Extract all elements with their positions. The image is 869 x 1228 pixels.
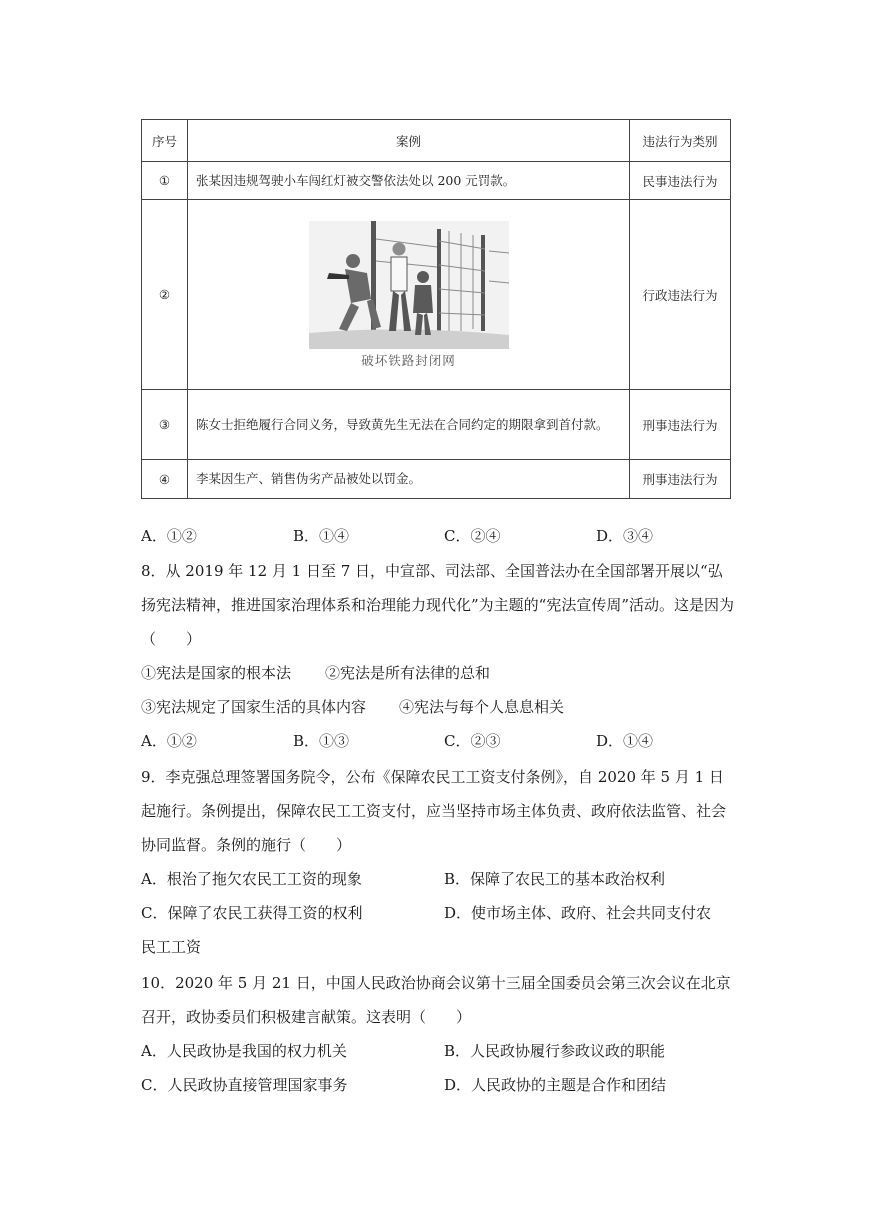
table-row: [142, 200, 731, 390]
case-text: 李某因生产、销售伪劣产品被处以罚金。: [196, 471, 422, 486]
q9-stem: 9．李克强总理签署国务院令，公布《保障农民工工资支付条例》，自 2020 年 5 月 1 日起施行。条例提出，保障农民工工资支付，应当坚持市场主体负责、政府依法监管、社会协同监督。条例的施行（ ）: [141, 768, 727, 854]
q9-option-d-cont: [141, 930, 741, 964]
row-type: 行政违法行为: [630, 200, 731, 390]
header-case: 案例: [188, 120, 630, 162]
q7-option-c[interactable]: C．②④: [444, 527, 501, 545]
row-case: [188, 162, 630, 200]
table-row: [142, 162, 731, 200]
q9-options-row2: [141, 896, 741, 930]
row-type: 刑事违法行为: [630, 390, 731, 460]
q8-option-c[interactable]: C．②③: [444, 732, 501, 750]
row-case: [188, 390, 630, 460]
illustration-fence-damage: [309, 221, 509, 349]
table-row: [142, 390, 731, 460]
q7-option-a[interactable]: A．①②: [141, 527, 197, 545]
q9-options-row1: [141, 862, 741, 896]
table-header-row: [142, 120, 731, 162]
case-text: 张某因违规驾驶小车闯红灯被交警依法处以 200 元罚款。: [196, 172, 516, 188]
q10-option-c[interactable]: C．人民政协直接管理国家事务: [141, 1076, 348, 1094]
row-case-image: [188, 200, 630, 390]
q10-options-row2: [141, 1068, 741, 1102]
q9-option-d[interactable]: D．使市场主体、政府、社会共同支付农: [444, 904, 712, 922]
q8-option-d[interactable]: D．①④: [596, 732, 654, 750]
q9-option-b[interactable]: B．保障了农民工的基本政治权利: [444, 870, 666, 888]
q8-item-2: ②宪法是所有法律的总和: [325, 664, 491, 682]
q7-option-d[interactable]: D．③④: [596, 527, 654, 545]
q8-items-row2: [141, 690, 741, 724]
q9-option-a[interactable]: A．根治了拖欠农民工工资的现象: [141, 870, 362, 888]
q8-item-1: ①宪法是国家的根本法: [141, 664, 292, 682]
q10-stem: 10．2020 年 5 月 21 日，中国人民政治协商会议第十三届全国委员会第三次会议在北京召开，政协委员们积极建言献策。这表明（ ）: [141, 974, 731, 1026]
row-seq: ①: [142, 162, 188, 200]
row-type: 民事违法行为: [630, 162, 731, 200]
q8-item-4: ④宪法与每个人息息相关: [399, 698, 565, 716]
header-seq: 序号: [142, 120, 188, 162]
q8-option-a[interactable]: A．①②: [141, 732, 197, 750]
table-row: [142, 460, 731, 499]
q9-option-c[interactable]: C．保障了农民工获得工资的权利: [141, 904, 363, 922]
q8-item-3: ③宪法规定了国家生活的具体内容: [141, 698, 367, 716]
q8-option-b[interactable]: B．①③: [293, 732, 350, 750]
q7-options: [141, 519, 741, 553]
case-table: [141, 119, 731, 499]
row-type: 刑事违法行为: [630, 460, 731, 499]
image-caption: 破坏铁路封闭网: [361, 352, 456, 368]
q9-option-d-continuation: 民工工资: [141, 938, 202, 956]
q8-stem: 8．从 2019 年 12 月 1 日至 7 日，中宣部、司法部、全国普法办在全国部署开展以“弘扬宪法精神，推进国家治理体系和治理能力现代化”为主题的“宪法宣传周”活动。这是因为（ ）: [141, 562, 735, 648]
q10-option-a[interactable]: A．人民政协是我国的权力机关: [141, 1042, 347, 1060]
q10-options-row1: [141, 1034, 741, 1068]
row-seq: ③: [142, 390, 188, 460]
q8-options: [141, 724, 741, 758]
q8-items-row1: [141, 656, 741, 690]
case-text: 陈女士拒绝履行合同义务，导致黄先生无法在合同约定的期限拿到首付款。: [196, 416, 609, 432]
q7-option-b[interactable]: B．①④: [293, 527, 350, 545]
row-seq: ④: [142, 460, 188, 499]
q10-option-b[interactable]: B．人民政协履行参政议政的职能: [444, 1042, 666, 1060]
header-type: 违法行为类别: [630, 120, 731, 162]
q10-option-d[interactable]: D．人民政协的主题是合作和团结: [444, 1076, 667, 1094]
row-seq: ②: [142, 200, 188, 390]
row-case: [188, 460, 630, 499]
